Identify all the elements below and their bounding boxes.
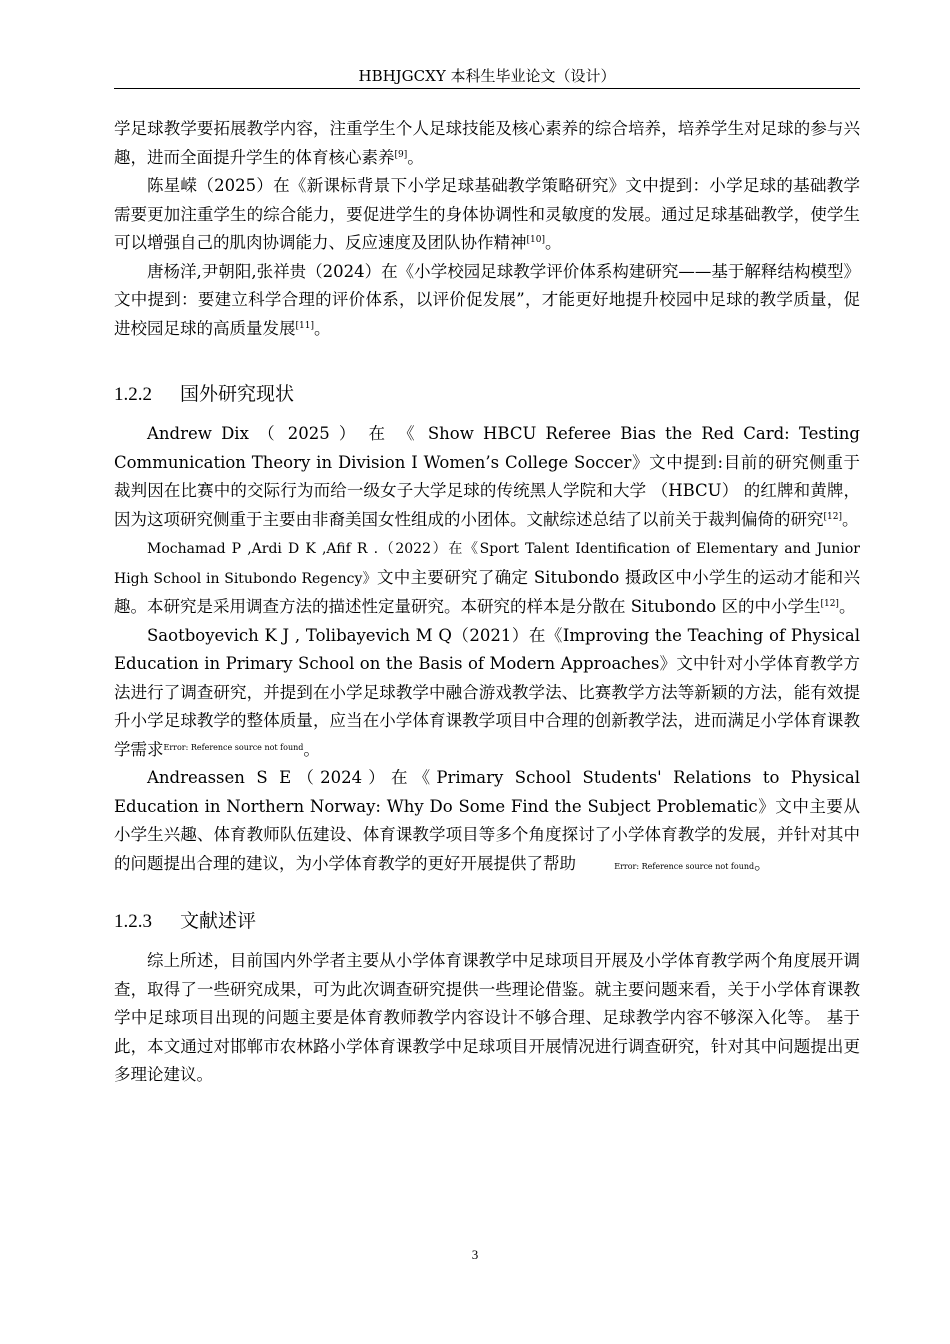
section-title: 国外研究现状 — [180, 383, 295, 405]
paragraph-text: 文中主要研究了确定 Situbondo 摄政区中小学生的运动才能和兴趣。本研究是采用调查方法的描述性定量研究。本研究的样本是分散在 Situbondo 区的中小学生 — [114, 567, 860, 616]
header-rule — [114, 88, 860, 89]
paragraph-lead: Mochamad P ,Ardi D K ,Afif R .（2022）在《Sport Talent Identification of Elementary and Junior High School in Situbondo Regency》 — [114, 541, 860, 587]
page-header: HBHJGCXY 本科生毕业论文（设计） — [358, 67, 616, 85]
page-number: 3 — [471, 1247, 479, 1262]
citation: [9] — [394, 149, 408, 160]
paragraph-end: 。 — [303, 739, 320, 759]
paragraph — [114, 947, 860, 1090]
section-number: 1.2.2 — [114, 384, 152, 405]
paragraph-text: Andreassen S E（2024）在《Primary School Students' Relations to Physical Education in Northern Norway: Why Do Some Find the Subject Problematic》文中主要从小学生兴趣、体育教师队伍建设、体育课教学项目等多个角度探讨了小学体育教学的发展，并针对其中的问题提出合理的建议，为小学体育教学的更好开展提供了帮助 — [114, 768, 860, 873]
paragraph — [114, 420, 860, 534]
paragraph-text: 综上所述，目前国内外学者主要从小学体育课教学中足球项目开展及小学体育教学两个角度展开调查，取得了一些研究成果，可为此次调查研究提供一些理论借鉴。就主要问题来看，关于小学体育课教学中足球项目出现的问题主要是体育教师教学内容设计不够合理、足球教学内容不够深入化等。 基于此，本文通过对邯郸市农林路小学体育课教学中足球项目开展情况进行调查研究，针对其中问题提出更多理论建议。 — [114, 951, 860, 1084]
citation-error: Error: Reference source not found — [614, 861, 755, 871]
paragraph-text: Saotboyevich K J , Tolibayevich M Q（2021）在《Improving the Teaching of Physical Education in Primary School on the Basis of Modern Approaches》文中针对小学体育教学方法进行了调查研究，并提到在小学足球教学中融合游戏教学法、比赛教学方法等新颖的方法，能有效提升小学足球教学的整体质量，应当在小学体育课教学项目中合理的创新教学法，进而满足小学体育课教学需求 — [114, 625, 860, 759]
citation: [12] — [820, 599, 839, 609]
paragraph-end: 。 — [544, 233, 562, 252]
section-number: 1.2.3 — [114, 911, 152, 932]
paragraph-end: 。 — [838, 597, 856, 616]
paragraph — [114, 764, 860, 878]
paragraph-end: 。 — [313, 318, 331, 338]
document-body — [114, 115, 860, 1090]
paragraph-text: Andrew Dix （ 2025 ） 在 《 Show HBCU Referee Bias the Red Card: Testing Communication Theory in Division I Women’s College Soccer》文中提到:目前的研究侧重于裁判因在比赛中的交际行为而给一级女子大学足球的传统黑人学院和大学 （HBCU） 的红牌和黄牌，因为这项研究侧重于主要由非裔美国女性组成的小团体。文献综述总结了以前关于裁判偏倚的研究 — [114, 424, 860, 529]
section-heading-1-2-2 — [114, 381, 860, 408]
paragraph-end: 。 — [841, 509, 859, 529]
citation: [11] — [295, 320, 314, 331]
section-heading-1-2-3 — [114, 908, 860, 935]
paragraph — [114, 534, 860, 622]
paragraph — [114, 622, 860, 765]
paragraph — [114, 172, 860, 258]
citation-error: Error: Reference source not found — [163, 742, 304, 752]
paragraph — [114, 258, 860, 344]
citation: [10] — [526, 235, 545, 245]
paragraph-text: 陈星嵘（2025）在《新课标背景下小学足球基础教学策略研究》文中提到：小学足球的基础教学需要更加注重学生的综合能力，要促进学生的身体协调性和灵敏度的发展。通过足球基础教学，使学生可以增强自己的肌肉协调能力、反应速度及团队协作精神 — [114, 176, 860, 252]
paragraph-text: 唐杨洋,尹朝阳,张祥贵（2024）在《小学校园足球教学评价体系构建研究——基于解释结构模型》文中提到：要建立科学合理的评价体系，以评价促发展”，才能更好地提升校园中足球的教学质量，促进校园足球的高质量发展 — [114, 261, 860, 338]
paragraph-end: 。 — [754, 853, 771, 873]
paragraph-continued — [114, 115, 860, 172]
paragraph-end: 。 — [407, 147, 424, 167]
citation: [12] — [823, 511, 842, 522]
paragraph-text: 学足球教学要拓展教学内容，注重学生个人足球技能及核心素养的综合培养，培养学生对足球的参与兴趣，进而全面提升学生的体育核心素养 — [114, 119, 860, 167]
section-title: 文献述评 — [180, 910, 257, 932]
